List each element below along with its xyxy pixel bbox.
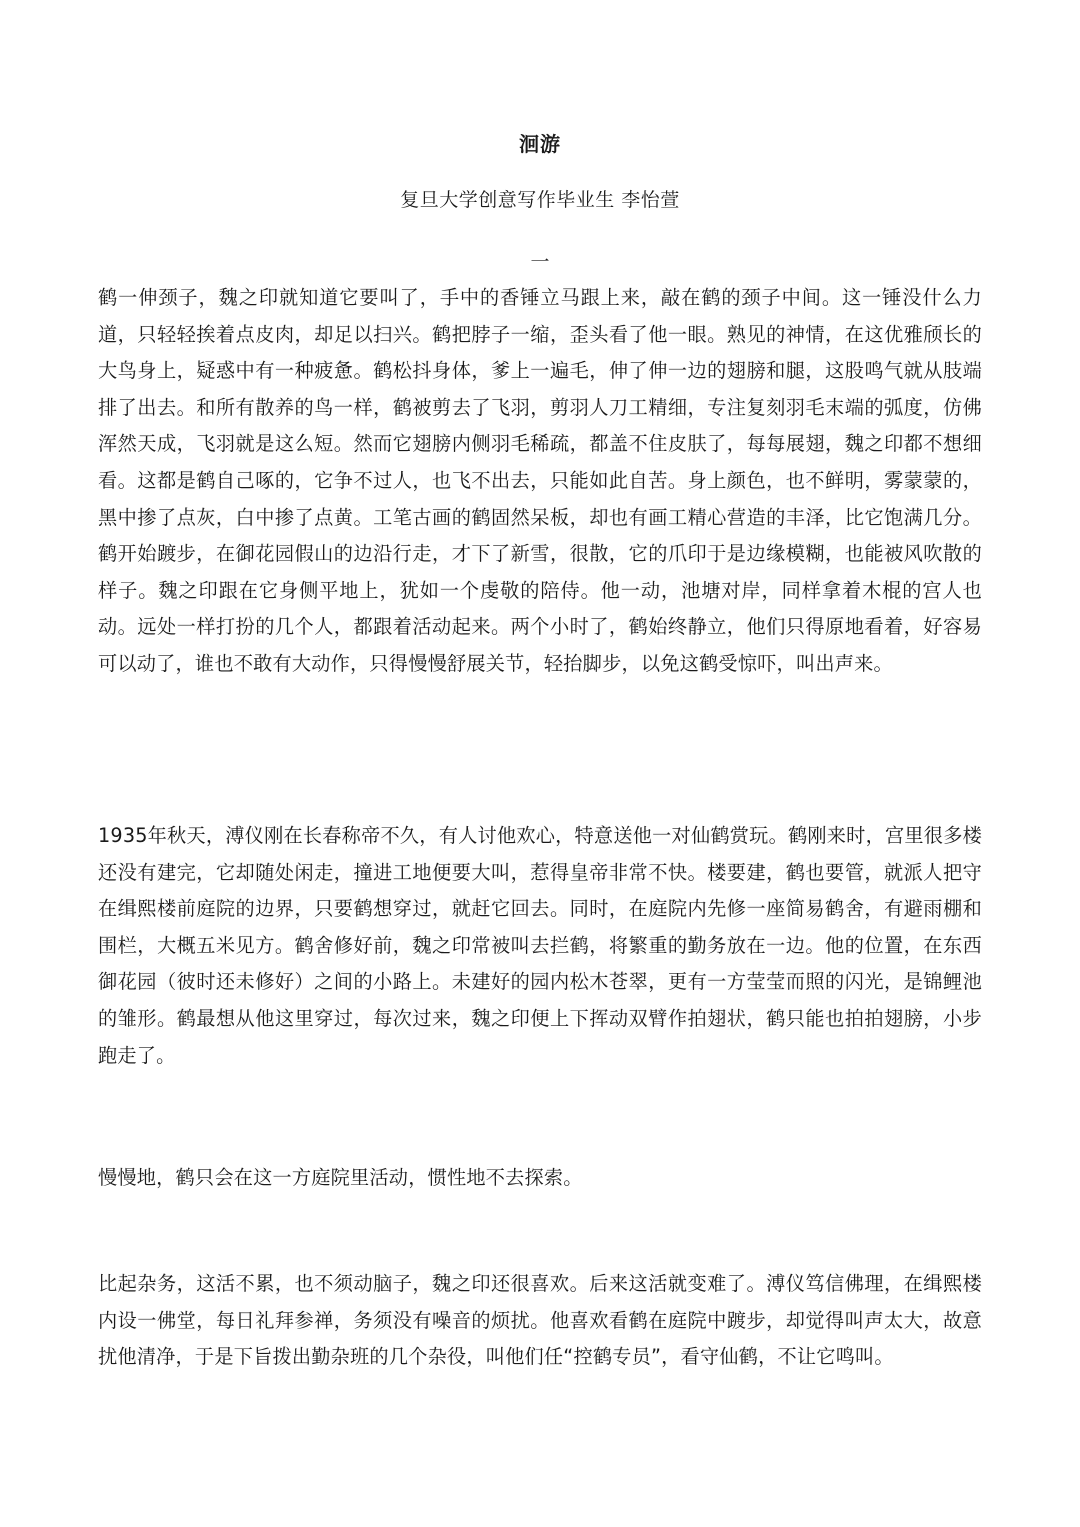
document-title: 洄游: [519, 132, 561, 156]
section-number: 一: [530, 251, 550, 273]
author-byline: 复旦大学创意写作毕业生 李怡萱: [400, 189, 680, 211]
paragraph: 慢慢地，鹤只会在这一方庭院里活动，惯性地不去探索。: [98, 1166, 583, 1189]
paragraph: 1935年秋天，溥仪刚在长春称帝不久，有人讨他欢心，特意送他一对仙鹤赏玩。鹤刚来时，宫里很多楼还没有建完，它却随处闲走，撞进工地便要大叫，惹得皇帝非常不快。楼要建，鹤也要管，就派人把守在缉熙楼前庭院的边界，只要鹤想穿过，就赶它回去。同时，在庭院内先修一座简易鹤舍，有避雨棚和围栏，大概五米见方。鹤舍修好前，魏之印常被叫去拦鹤，将繁重的勤务放在一边。他的位置，在东西御花园（彼时还未修好）之间的小路上。未建好的园内松木苍翠，更有一方莹莹而照的闪光，是锦鲤池的雏形。鹤最想从他这里穿过，每次过来，魏之印便上下挥动双臂作拍翅状，鹤只能也拍拍翅膀，小步跑走了。: [98, 824, 982, 1067]
paragraph: 比起杂务，这活不累，也不须动脑子，魏之印还很喜欢。后来这活就变难了。溥仪笃信佛理，在缉熙楼内设一佛堂，每日礼拜参禅，务须没有噪音的烦扰。他喜欢看鹤在庭院中踱步，却觉得叫声太大，故意扰他清净，于是下旨拨出勤杂班的几个杂役，叫他们任“控鹤专员”，看守仙鹤，不让它鸣叫。: [98, 1272, 982, 1369]
paragraph: 鹤一伸颈子，魏之印就知道它要叫了，手中的香锤立马跟上来，敲在鹤的颈子中间。这一锤没什么力道，只轻轻挨着点皮肉，却足以扫兴。鹤把脖子一缩，歪头看了他一眼。熟见的神情，在这优雅颀长的大鸟身上，疑惑中有一种疲惫。鹤松抖身体，爹上一遍毛，伸了伸一边的翅膀和腿，这股鸣气就从肢端排了出去。和所有散养的鸟一样，鹤被剪去了飞羽，剪羽人刀工精细，专注复刻羽毛末端的弧度，仿佛浑然天成，飞羽就是这么短。然而它翅膀内侧羽毛稀疏，都盖不住皮肤了，每每展翅，魏之印都不想细看。这都是鹤自己啄的，它争不过人，也飞不出去，只能如此自苦。身上颜色，也不鲜明，雾蒙蒙的，黑中掺了点灰，白中掺了点黄。工笔古画的鹤固然呆板，却也有画工精心营造的丰泽，比它饱满几分。鹤开始踱步，在御花园假山的边沿行走，才下了新雪，很散，它的爪印于是边缘模糊，也能被风吹散的样子。魏之印跟在它身侧平地上，犹如一个虔敬的陪侍。他一动，池塘对岸，同样拿着木棍的宫人也动。远处一样打扮的几个人，都跟着活动起来。两个小时了，鹤始终静立，他们只得原地看着，好容易可以动了，谁也不敢有大动作，只得慢慢舒展关节，轻抬脚步，以免这鹤受惊吓，叫出声来。: [98, 286, 982, 675]
